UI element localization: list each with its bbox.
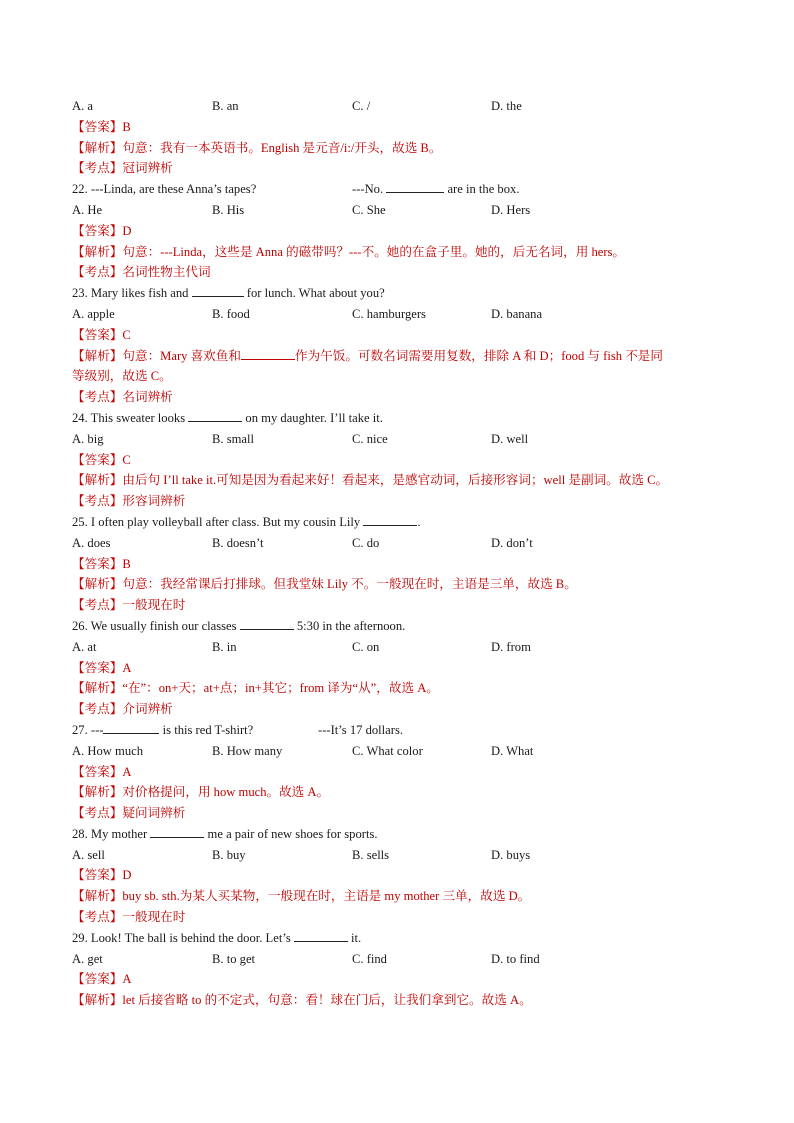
question-q24: 24. This sweater looks on my daughter. I’ll take it. — [72, 410, 383, 425]
question-q29: 29. Look! The ball is behind the door. Let’s it. — [72, 930, 362, 945]
option-d: D. the — [491, 99, 522, 113]
option-a: A. How much — [72, 743, 144, 758]
question-q28: 28. My mother me a pair of new shoes for sports. — [72, 826, 378, 841]
answer-blank — [103, 721, 159, 734]
answer-q26: 【答案】A — [72, 660, 132, 675]
option-c: C. She — [352, 202, 386, 217]
option-d: D. well — [491, 431, 529, 446]
point-q26: 【考点】介词辨析 — [72, 702, 173, 717]
point-q23: 【考点】名词辨析 — [72, 390, 173, 405]
explanation-q22: 【解析】句意：---Linda，这些是 Anna 的磁带吗？---不。她的在盒子里。她的，后无名词，用 hers。 — [72, 244, 626, 259]
option-c: C. hamburgers — [352, 306, 426, 321]
answer-blank — [150, 825, 204, 838]
explanation-q28: 【解析】buy sb. sth.为某人买某物，一般现在时，主语是 my mother 三单，故选 D。 — [72, 889, 531, 904]
options-q26 — [72, 637, 732, 658]
option-d: D. don’t — [491, 535, 533, 550]
option-c: C. / — [352, 99, 371, 113]
answer-q21: 【答案】B — [72, 119, 131, 134]
answer-q23: 【答案】C — [72, 327, 131, 342]
explanation-q26: 【解析】“在”：on+天；at+点；in+其它；from 译为“从”，故选 A。 — [72, 681, 439, 696]
options-q24 — [72, 429, 732, 450]
point-q22: 【考点】名词性物主代词 — [72, 265, 211, 280]
option-b: B. food — [212, 306, 250, 321]
point-q28: 【考点】一般现在时 — [72, 910, 186, 925]
answer-q25: 【答案】B — [72, 556, 131, 571]
option-b: B. How many — [212, 743, 283, 758]
options-q23 — [72, 304, 732, 325]
options-q27 — [72, 741, 732, 762]
option-a: A. a — [72, 99, 93, 113]
option-b: B. His — [212, 202, 245, 217]
options-q22 — [72, 200, 732, 221]
option-b: B. to get — [212, 951, 256, 966]
question-q25: 25. I often play volleyball after class. But my cousin Lily . — [72, 514, 421, 529]
option-c: C. nice — [352, 431, 388, 446]
question-q27: 27. --- is this red T-shirt? ---It’s 17 dollars. — [72, 722, 403, 737]
option-c: C. do — [352, 535, 380, 550]
answer-q29: 【答案】A — [72, 972, 132, 987]
answer-blank — [240, 617, 294, 630]
option-b: B. in — [212, 639, 237, 654]
answer-blank — [188, 409, 242, 422]
document-page — [72, 96, 732, 1011]
point-q24: 【考点】形容词辨析 — [72, 494, 186, 509]
explanation-q21: 【解析】句意：我有一本英语书。English 是元音/i:/开头，故选 B。 — [72, 140, 442, 155]
option-b: B. doesn’t — [212, 535, 264, 550]
answer-q24: 【答案】C — [72, 452, 131, 467]
option-a: A. big — [72, 431, 104, 446]
option-a: A. apple — [72, 306, 115, 321]
option-b: B. small — [212, 431, 254, 446]
answer-q22: 【答案】D — [72, 223, 132, 238]
options-q29 — [72, 949, 732, 970]
explanation-q27: 【解析】对价格提问，用 how much。故选 A。 — [72, 785, 330, 800]
option-c: C. find — [352, 951, 387, 966]
answer-blank — [294, 929, 348, 942]
option-d: D. buys — [491, 847, 531, 862]
answer-blank — [192, 284, 244, 297]
explanation-q23-cont: 等级别，故选 C。 — [72, 369, 172, 384]
options-q28 — [72, 845, 732, 866]
question-q23: 23. Mary likes fish and for lunch. What about you? — [72, 286, 385, 301]
question-q26: 26. We usually finish our classes 5:30 in the afternoon. — [72, 618, 406, 633]
answer-blank — [386, 180, 444, 193]
explanation-q24: 【解析】由后句 I’ll take it.可知是因为看起来好！看起来，是感官动词，后接形容词；well 是副词。故选 C。 — [72, 473, 669, 488]
option-d: D. Hers — [491, 202, 531, 217]
option-d: D. banana — [491, 306, 543, 321]
option-c: B. sells — [352, 847, 390, 862]
answer-blank — [241, 347, 295, 360]
explanation-q25: 【解析】句意：我经常课后打排球。但我堂妹 Lily 不。一般现在时，主语是三单，故选 B。 — [72, 577, 577, 592]
option-a: A. He — [72, 202, 103, 217]
option-b: B. an — [212, 99, 239, 113]
point-q21: 【考点】冠词辨析 — [72, 161, 173, 176]
option-d: D. What — [491, 743, 534, 758]
option-b: B. buy — [212, 847, 246, 862]
option-a: A. does — [72, 535, 111, 550]
options-q21 — [72, 96, 732, 117]
option-c: C. What color — [352, 743, 423, 758]
explanation-q29: 【解析】let 后接省略 to 的不定式，句意：看！球在门后，让我们拿到它。故选 A。 — [72, 993, 532, 1008]
answer-q28: 【答案】D — [72, 868, 132, 883]
question-q22: 22. ---Linda, are these Anna’s tapes? ---No. are in the box. — [72, 182, 520, 197]
option-a: A. get — [72, 951, 103, 966]
option-d: D. from — [491, 639, 531, 654]
explanation-q23: 【解析】句意：Mary 喜欢鱼和 作为午饭。可数名词需要用复数，排除 A 和 D；food 与 fish 不是同 — [72, 348, 663, 363]
point-q25: 【考点】一般现在时 — [72, 598, 186, 613]
answer-blank — [363, 513, 417, 526]
option-a: A. sell — [72, 847, 105, 862]
option-c: C. on — [352, 639, 380, 654]
option-d: D. to find — [491, 951, 540, 966]
point-q27: 【考点】疑问词辨析 — [72, 806, 186, 821]
option-a: A. at — [72, 639, 97, 654]
options-q25 — [72, 533, 732, 554]
answer-q27: 【答案】A — [72, 764, 132, 779]
